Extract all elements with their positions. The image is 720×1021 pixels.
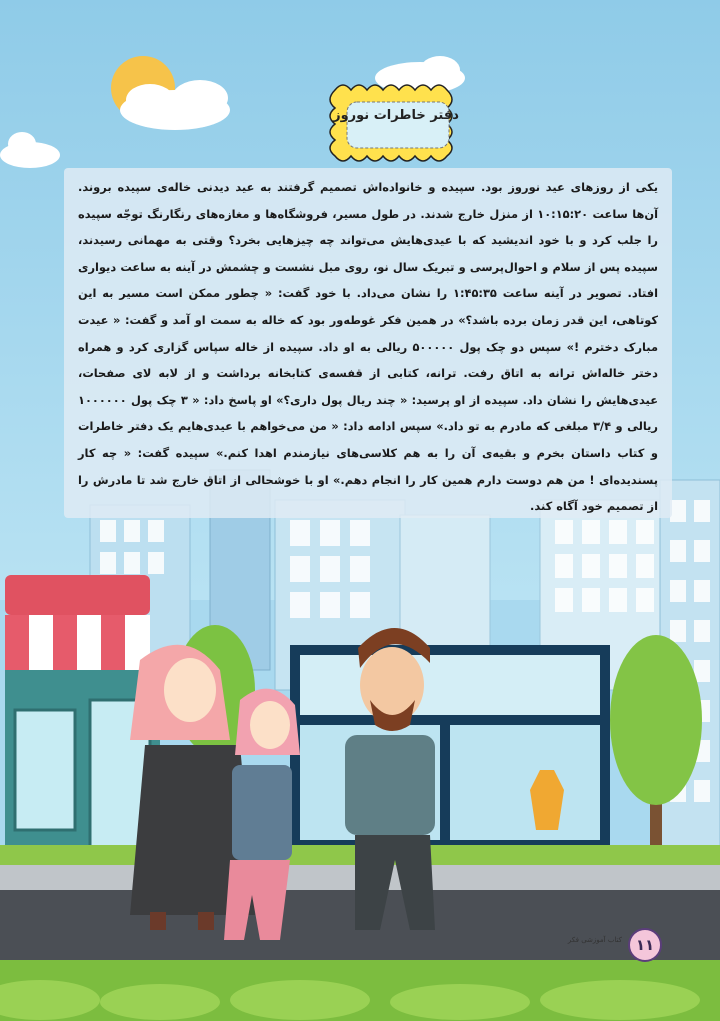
page-number: ۱۱ — [628, 928, 662, 962]
title-badge-frame — [330, 85, 452, 161]
cloud-small — [0, 132, 60, 168]
page-title: دفتر خاطرات نوروز — [333, 108, 459, 123]
footer-label: کتاب آموزشی فکر — [567, 936, 622, 944]
cloud-left — [120, 80, 230, 130]
right-store — [290, 645, 610, 845]
story-text: یکی از روزهای عید نوروز بود. سپیده و خانواده‌اش تصمیم گرفتند به عید دیدنی خاله‌ی سپیده بروند. آن‌ها ساعت ۱۰:۱۵:۲۰ از منزل خارج شدند. در طول مسیر، فروشگاه‌ها و مغازه‌های رنگارنگ توجّه سپیده را جلب کرد و با خود اندیشید که با عیدی‌هایش می‌تواند چه چیزهایی بخرد؟ وقتی به مهمانی رسیدند، سپیده پس از سلام و احوال‌پرسی و تبریک سال نو، روی مبل نشست و چشمش در آینه به ساعت دیواری افتاد. تصویر در آینه ساعت ۱:۴۵:۳۵ را نشان می‌داد. با خود گفت: « چطور ممکن است مسیر به این کوتاهی، این قدر زمان برده باشد؟» در همین فکر غوطه‌ور بود که خاله به سمت او آمد و گفت: « عیدت مبارک دخترم !» سپس دو چک پول ۵۰۰۰۰۰ ریالی به او داد. سپیده از خاله سپاس گزاری کرد و همراه دختر خاله‌اش ترانه به اتاق رفت. ترانه، کتابی از قفسه‌ی کتابخانه برداشت و از لابه لای صفحات، عیدی‌هایش را نشان داد. سپیده از او پرسید: « چند ریال پول داری؟» او پاسخ داد: « ۳ چک پول ۱۰۰۰۰۰۰ ریالی و ۳/۴ مبلغی که مادرم به تو داد.» سپس ادامه داد: « من می‌خواهم با عیدی‌هایم یک دفتر خاطرات و کتاب داستان بخرم و بقیه‌ی آن را به هم کلاسی‌های نیازمندم اهدا کنم.» سپیده گفت: « چه کار پسندیده‌ای ! من هم دوست دارم همین کار را انجام دهم.» او با خوشحالی از اتاق خارج شد تا مادرش را از تصمیم خود آگاه کند. — [78, 180, 659, 514]
